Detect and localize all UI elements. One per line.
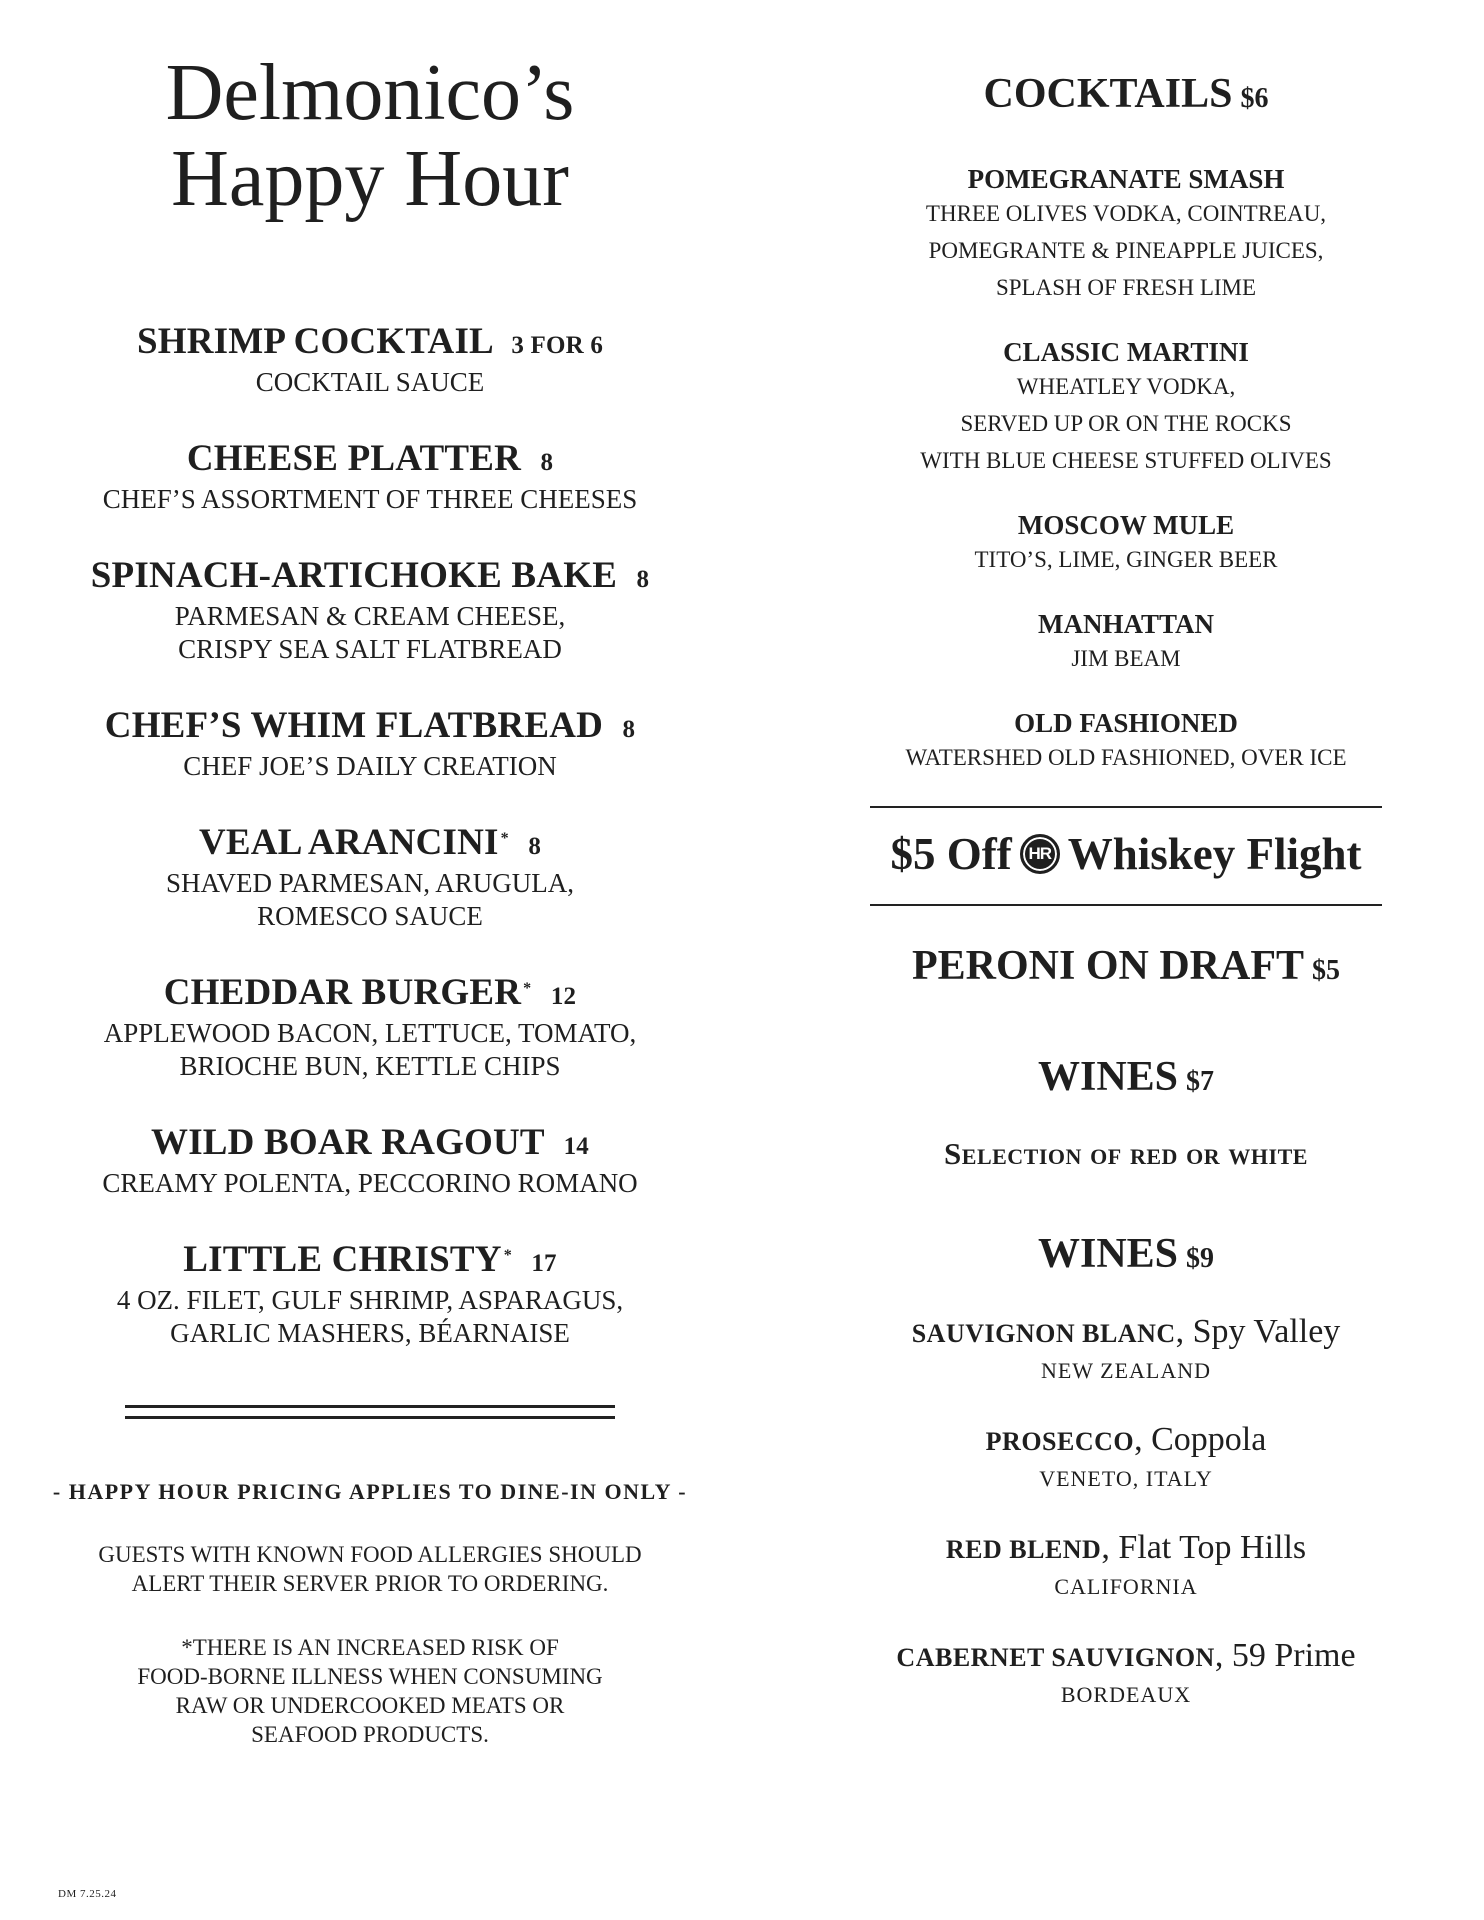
wines-9-title: WINES bbox=[1037, 1231, 1179, 1277]
food-price: 8 bbox=[622, 716, 636, 743]
food-item-cheddar-burger bbox=[40, 973, 700, 1083]
cocktail-manhattan bbox=[846, 608, 1406, 677]
food-item-header bbox=[40, 1123, 700, 1167]
wines-7-description: Selection of red or white bbox=[944, 1136, 1308, 1171]
promo-text-before: $5 Off bbox=[890, 829, 1012, 879]
wine-producer: 59 Prime bbox=[1231, 1637, 1356, 1674]
double-divider bbox=[125, 1405, 615, 1419]
peroni-heading bbox=[846, 942, 1406, 995]
cocktail-name: MOSCOW MULE bbox=[1017, 510, 1235, 540]
food-name: LITTLE CHRISTY bbox=[183, 1239, 502, 1280]
food-item-spinach-artichoke-bake bbox=[40, 556, 700, 666]
food-name: SHRIMP COCKTAIL bbox=[136, 321, 492, 362]
cocktail-name: OLD FASHIONED bbox=[1014, 708, 1238, 738]
cocktail-name: CLASSIC MARTINI bbox=[1003, 337, 1249, 367]
wines-7-price: $7 bbox=[1186, 1066, 1215, 1097]
food-price: 14 bbox=[563, 1133, 589, 1160]
wine-name: SAUVIGNON BLANC bbox=[911, 1319, 1176, 1348]
wine-list bbox=[846, 1313, 1406, 1709]
wine-header: SAUVIGNON BLANC, Spy Valley bbox=[911, 1313, 1341, 1350]
title-line-1: Delmonico’s bbox=[165, 49, 575, 137]
cocktail-description: JIM BEAM bbox=[1071, 646, 1181, 671]
promo-bottom-divider bbox=[870, 904, 1382, 906]
food-description: PARMESAN & CREAM CHEESE, CRISPY SEA SALT FLATBREAD bbox=[174, 601, 566, 664]
wine-region: BORDEAUX bbox=[1060, 1682, 1192, 1707]
wine-header: PROSECCO, Coppola bbox=[985, 1421, 1267, 1458]
food-item-veal-arancini bbox=[40, 823, 700, 933]
food-price: 17 bbox=[531, 1250, 557, 1277]
cocktail-description: WHEATLEY VODKA, SERVED UP OR ON THE ROCKS WITH BLUE CHEESE STUFFED OLIVES bbox=[920, 374, 1332, 473]
wine-region: CALIFORNIA bbox=[1054, 1574, 1198, 1599]
page-title bbox=[40, 50, 700, 222]
food-item-chefs-whim-flatbread bbox=[40, 706, 700, 783]
promo-text-after: Whiskey Flight bbox=[1067, 829, 1362, 879]
wine-sauvignon-blanc bbox=[846, 1313, 1406, 1385]
food-name: CHEF’S WHIM FLATBREAD bbox=[104, 705, 604, 746]
wine-name: RED BLEND bbox=[945, 1535, 1102, 1564]
cocktail-list bbox=[846, 163, 1406, 776]
food-description: CHEF’S ASSORTMENT OF THREE CHEESES bbox=[102, 484, 638, 514]
food-name: WILD BOAR RAGOUT bbox=[151, 1122, 545, 1163]
food-price: 3 FOR 6 bbox=[511, 332, 604, 359]
food-price: 8 bbox=[528, 833, 542, 860]
food-price: 8 bbox=[636, 566, 650, 593]
cocktail-description: TITO’S, LIME, GINGER BEER bbox=[974, 547, 1278, 572]
wine-red-blend bbox=[846, 1529, 1406, 1601]
food-name: VEAL ARANCINI bbox=[198, 822, 499, 863]
peroni-price: $5 bbox=[1312, 955, 1340, 986]
cocktails-heading bbox=[846, 70, 1406, 123]
peroni-title: PERONI ON DRAFT bbox=[911, 943, 1304, 989]
promo-top-divider bbox=[870, 806, 1382, 808]
food-description: APPLEWOOD BACON, LETTUCE, TOMATO, BRIOCHE BUN, KETTLE CHIPS bbox=[103, 1018, 637, 1081]
food-description: CHEF JOE’S DAILY CREATION bbox=[183, 751, 557, 781]
wines-7-heading bbox=[846, 1053, 1406, 1106]
asterisk-mark: * bbox=[503, 1247, 512, 1264]
food-name: CHEDDAR BURGER bbox=[163, 972, 522, 1013]
menu-version-code: DM 7.25.24 bbox=[58, 1888, 117, 1900]
wine-region: VENETO, ITALY bbox=[1039, 1466, 1213, 1491]
food-description: 4 OZ. FILET, GULF SHRIMP, ASPARAGUS, GARLIC MASHERS, BÉARNAISE bbox=[116, 1285, 624, 1348]
food-price: 8 bbox=[540, 449, 554, 476]
hr-logo-text: HR bbox=[1028, 844, 1051, 863]
cocktail-old-fashioned bbox=[846, 707, 1406, 776]
cocktail-classic-martini bbox=[846, 336, 1406, 479]
food-menu-list bbox=[40, 322, 700, 1350]
food-risk-notice: *THERE IS AN INCREASED RISK OF FOOD-BORNE ILLNESS WHEN CONSUMING RAW OR UNDERCOOKED MEATS OR SEAFOOD PRODUCTS. bbox=[137, 1635, 603, 1747]
wine-region: NEW ZEALAND bbox=[1040, 1358, 1212, 1383]
cocktails-price: $6 bbox=[1240, 83, 1269, 114]
food-item-header bbox=[40, 706, 700, 750]
food-item-shrimp-cocktail bbox=[40, 322, 700, 399]
cocktail-pomegranate-smash bbox=[846, 163, 1406, 306]
asterisk-mark: * bbox=[500, 830, 509, 847]
wines-9-heading bbox=[846, 1230, 1406, 1283]
food-name: CHEESE PLATTER bbox=[186, 438, 522, 479]
wine-header: CABERNET SAUVIGNON, 59 Prime bbox=[896, 1637, 1356, 1674]
food-description: SHAVED PARMESAN, ARUGULA, ROMESCO SAUCE bbox=[165, 868, 575, 931]
wines-7-title: WINES bbox=[1037, 1054, 1179, 1100]
food-item-header bbox=[40, 439, 700, 483]
food-item-header bbox=[40, 322, 700, 366]
wine-name: CABERNET SAUVIGNON bbox=[896, 1643, 1215, 1672]
food-item-little-christy bbox=[40, 1240, 700, 1350]
food-item-header bbox=[40, 556, 700, 600]
cocktail-name: POMEGRANATE SMASH bbox=[967, 164, 1285, 194]
cocktail-name: MANHATTAN bbox=[1038, 609, 1214, 639]
food-item-cheese-platter bbox=[40, 439, 700, 516]
wine-producer: Spy Valley bbox=[1192, 1313, 1341, 1350]
food-name: SPINACH-ARTICHOKE BAKE bbox=[90, 555, 618, 596]
cocktail-moscow-mule bbox=[846, 509, 1406, 578]
whiskey-flight-promo bbox=[846, 822, 1406, 886]
wine-producer: Coppola bbox=[1151, 1421, 1267, 1458]
left-column bbox=[40, 0, 700, 1749]
title-line-2: Happy Hour bbox=[171, 135, 569, 223]
wine-producer: Flat Top Hills bbox=[1118, 1529, 1307, 1566]
wine-cabernet-sauvignon bbox=[846, 1637, 1406, 1709]
right-column bbox=[846, 0, 1406, 1745]
cocktails-title: COCKTAILS bbox=[983, 71, 1233, 117]
food-item-header bbox=[40, 1240, 700, 1284]
wine-name: PROSECCO bbox=[985, 1427, 1135, 1456]
food-description: COCKTAIL SAUCE bbox=[255, 367, 485, 397]
wine-header: RED BLEND, Flat Top Hills bbox=[945, 1529, 1307, 1566]
food-item-header bbox=[40, 973, 700, 1017]
wines-9-price: $9 bbox=[1186, 1243, 1215, 1274]
hr-logo-icon bbox=[1020, 834, 1060, 874]
dine-in-notice: - HAPPY HOUR PRICING APPLIES TO DINE-IN ONLY - bbox=[52, 1479, 688, 1504]
cocktail-description: THREE OLIVES VODKA, COINTREAU, POMEGRANTE & PINEAPPLE JUICES, SPLASH OF FRESH LIME bbox=[925, 201, 1327, 300]
wine-prosecco bbox=[846, 1421, 1406, 1493]
allergy-notice: GUESTS WITH KNOWN FOOD ALLERGIES SHOULD ALERT THEIR SERVER PRIOR TO ORDERING. bbox=[98, 1542, 642, 1596]
food-description: CREAMY POLENTA, PECCORINO ROMANO bbox=[102, 1168, 638, 1198]
food-price: 12 bbox=[550, 983, 577, 1010]
asterisk-mark: * bbox=[523, 980, 532, 997]
cocktail-description: WATERSHED OLD FASHIONED, OVER ICE bbox=[905, 745, 1347, 770]
food-item-wild-boar-ragout bbox=[40, 1123, 700, 1200]
food-item-header bbox=[40, 823, 700, 867]
